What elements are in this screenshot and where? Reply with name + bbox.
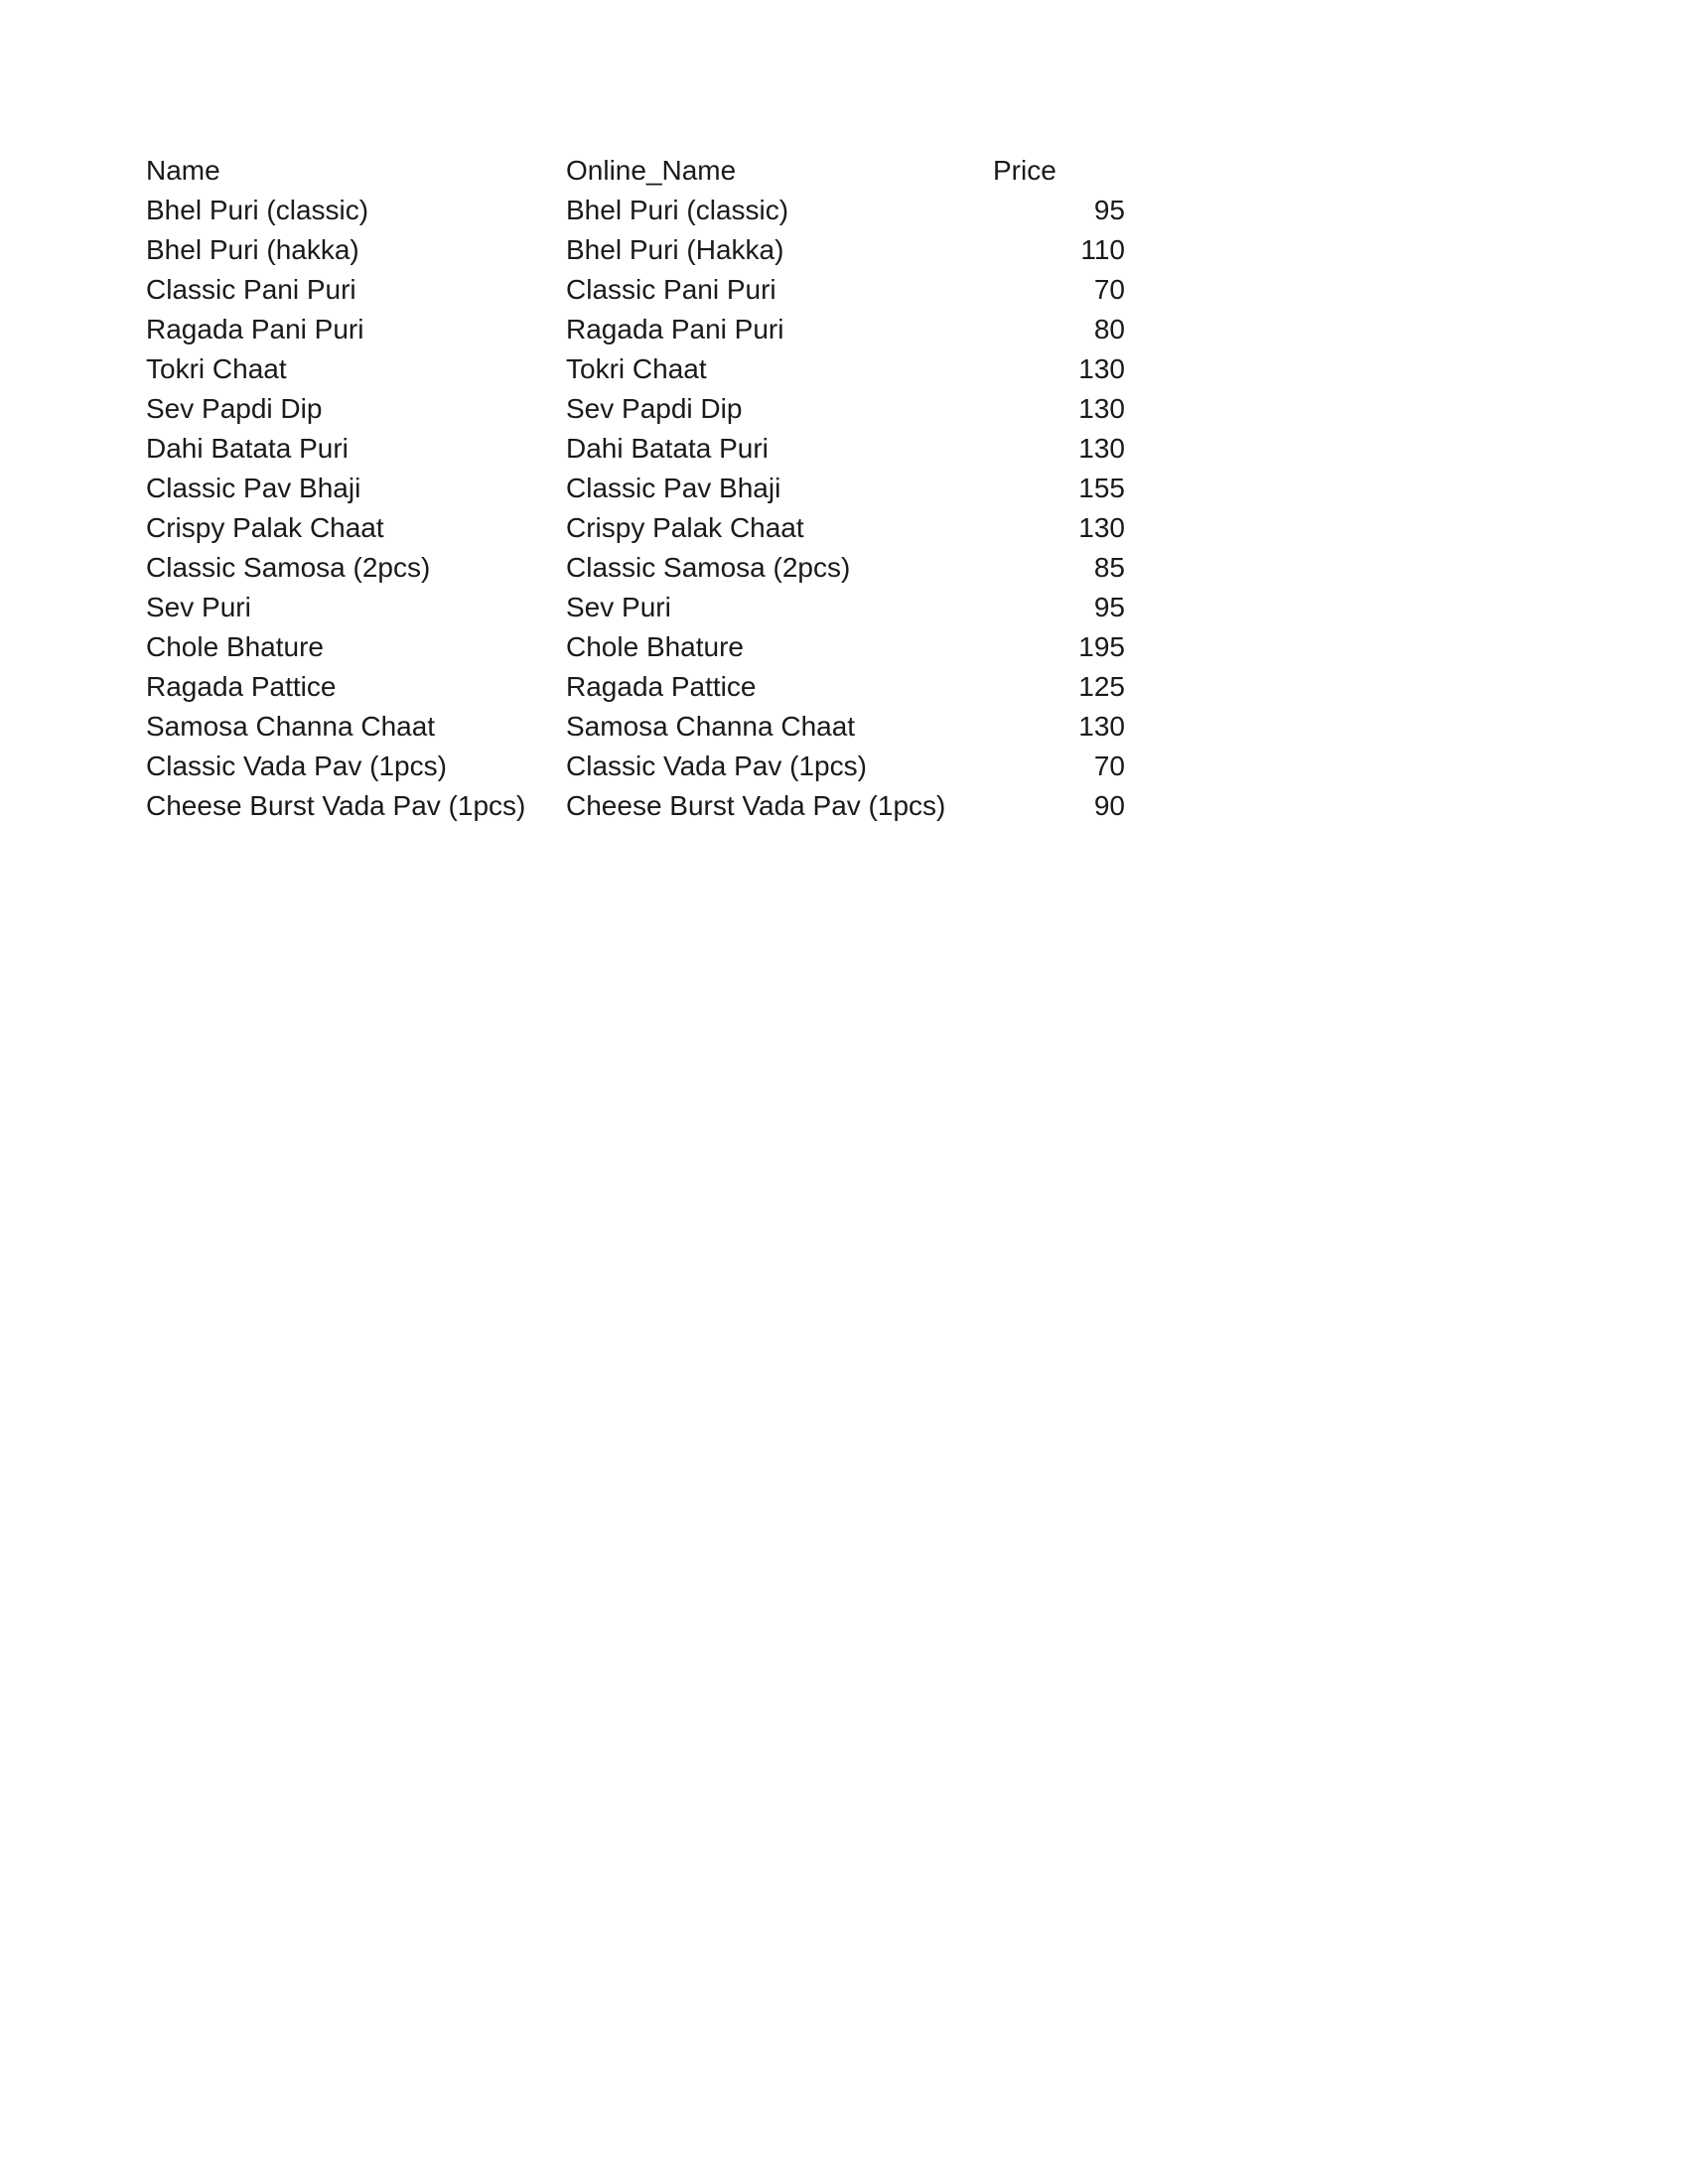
table-row [146, 270, 1132, 310]
cell-online-name: Sev Puri [566, 592, 671, 622]
cell-online-name: Dahi Batata Puri [566, 433, 769, 464]
cell-name: Chole Bhature [146, 631, 325, 662]
cell-online-name: Sev Papdi Dip [566, 393, 743, 424]
cell-name: Classic Pav Bhaji [146, 473, 361, 503]
cell-name: Samosa Channa Chaat [146, 711, 436, 742]
cell-name: Classic Samosa (2pcs) [146, 552, 431, 583]
table-row [146, 747, 1132, 786]
table-row [146, 627, 1132, 667]
table-row [146, 508, 1132, 548]
cell-price: 80 [1093, 314, 1125, 344]
cell-name: Ragada Pani Puri [146, 314, 364, 344]
cell-price: 90 [1093, 790, 1125, 821]
table-row [146, 429, 1132, 469]
cell-name: Crispy Palak Chaat [146, 512, 384, 543]
cell-price: 70 [1093, 751, 1125, 781]
cell-online-name: Ragada Pattice [566, 671, 757, 702]
cell-online-name: Cheese Burst Vada Pav (1pcs) [566, 790, 946, 821]
table-row [146, 588, 1132, 627]
cell-online-name: Ragada Pani Puri [566, 314, 784, 344]
menu-price-table [146, 151, 1132, 826]
table-header-row [146, 151, 1132, 191]
cell-price: 95 [1093, 592, 1125, 622]
cell-name: Ragada Pattice [146, 671, 337, 702]
cell-price: 130 [1078, 353, 1125, 384]
table-row [146, 310, 1132, 349]
cell-online-name: Bhel Puri (Hakka) [566, 234, 784, 265]
cell-name: Classic Pani Puri [146, 274, 356, 305]
table-row [146, 230, 1132, 270]
cell-price: 130 [1078, 433, 1125, 464]
cell-online-name: Bhel Puri (classic) [566, 195, 789, 225]
cell-name: Dahi Batata Puri [146, 433, 349, 464]
cell-price: 110 [1080, 234, 1125, 265]
cell-price: 85 [1093, 552, 1125, 583]
cell-price: 195 [1078, 631, 1125, 662]
cell-online-name: Chole Bhature [566, 631, 745, 662]
cell-online-name: Crispy Palak Chaat [566, 512, 804, 543]
table-row [146, 349, 1132, 389]
table-row [146, 707, 1132, 747]
cell-name: Sev Puri [146, 592, 251, 622]
cell-online-name: Classic Pav Bhaji [566, 473, 781, 503]
column-header-name: Name [146, 155, 220, 186]
cell-online-name: Classic Samosa (2pcs) [566, 552, 851, 583]
table-row [146, 548, 1132, 588]
cell-name: Sev Papdi Dip [146, 393, 323, 424]
column-header-online-name: Online_Name [566, 155, 737, 186]
cell-name: Bhel Puri (classic) [146, 195, 369, 225]
cell-online-name: Samosa Channa Chaat [566, 711, 856, 742]
cell-name: Classic Vada Pav (1pcs) [146, 751, 447, 781]
cell-price: 70 [1093, 274, 1125, 305]
cell-name: Cheese Burst Vada Pav (1pcs) [146, 790, 526, 821]
cell-online-name: Classic Vada Pav (1pcs) [566, 751, 867, 781]
table-row [146, 389, 1132, 429]
cell-price: 155 [1078, 473, 1125, 503]
cell-name: Tokri Chaat [146, 353, 287, 384]
cell-online-name: Classic Pani Puri [566, 274, 776, 305]
column-header-price: Price [993, 155, 1056, 186]
table-row [146, 469, 1132, 508]
cell-price: 130 [1078, 393, 1125, 424]
cell-price: 125 [1078, 671, 1125, 702]
cell-price: 95 [1093, 195, 1125, 225]
table-body [146, 191, 1132, 826]
cell-price: 130 [1078, 711, 1125, 742]
table-row [146, 191, 1132, 230]
cell-online-name: Tokri Chaat [566, 353, 707, 384]
cell-price: 130 [1078, 512, 1125, 543]
cell-name: Bhel Puri (hakka) [146, 234, 359, 265]
table-row [146, 667, 1132, 707]
table-row [146, 786, 1132, 826]
